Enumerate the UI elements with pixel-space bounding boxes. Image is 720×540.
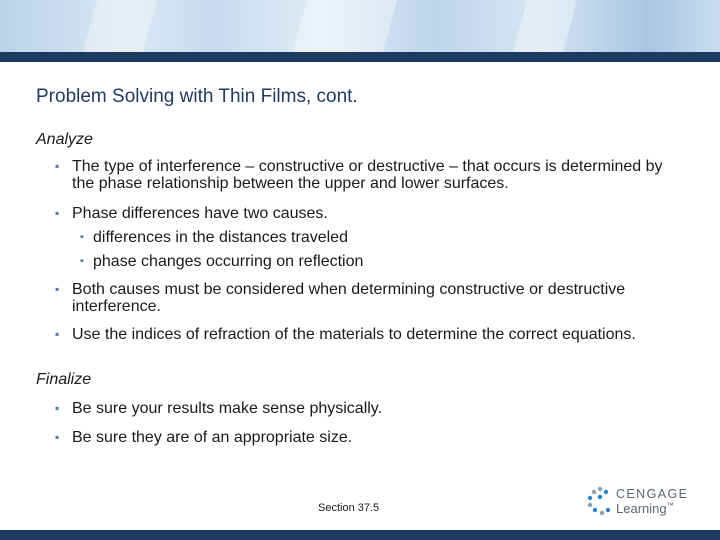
square-bullet-icon: ▪ (55, 430, 60, 444)
bullet-text: Be sure your results make sense physically. (72, 400, 383, 417)
logo-subbrand-text: Learning (616, 501, 667, 516)
section-label: Section 37.5 (318, 502, 380, 514)
sub-bullet-text: phase changes occurring on reflection (93, 253, 364, 270)
sub-bullet-item (80, 253, 680, 270)
logo-subbrand (616, 501, 674, 516)
cengage-logo (586, 486, 696, 520)
sub-bullet-item (80, 229, 680, 246)
cengage-dots-icon (586, 486, 614, 516)
bullet-text: The type of interference – constructive or destructive – that occurs is determined by the phase relationship between the upper and lower surfaces. (72, 158, 663, 192)
bullet-item (55, 158, 685, 192)
square-bullet-icon: ▪ (55, 282, 60, 296)
bullet-text: Both causes must be considered when determining constructive or destructive interference. (72, 281, 626, 315)
square-bullet-icon: ▪ (55, 159, 60, 173)
bullet-text: Be sure they are of an appropriate size. (72, 429, 353, 446)
bullet-text: Use the indices of refraction of the materials to determine the correct equations. (72, 326, 636, 343)
bullet-item (55, 281, 685, 315)
banner-glint (83, 0, 157, 52)
bullet-item (55, 429, 685, 446)
trademark-symbol: ™ (666, 502, 674, 510)
square-bullet-icon: ▪ (55, 401, 60, 415)
bullet-item (55, 205, 685, 222)
banner-glint (513, 0, 577, 52)
banner-glint (293, 0, 397, 52)
header-band (0, 52, 720, 62)
square-bullet-icon: ▪ (80, 255, 84, 267)
slide-title: Problem Solving with Thin Films, cont. (36, 86, 358, 107)
bullet-text: Phase differences have two causes. (72, 205, 328, 222)
finalize-heading: Finalize (36, 371, 92, 388)
sub-bullet-text: differences in the distances traveled (93, 229, 348, 246)
bullet-item (55, 326, 685, 343)
square-bullet-icon: ▪ (80, 231, 84, 243)
analyze-heading: Analyze (36, 131, 93, 148)
header-banner (0, 0, 720, 52)
footer-band (0, 530, 720, 540)
square-bullet-icon: ▪ (55, 206, 60, 220)
square-bullet-icon: ▪ (55, 327, 60, 341)
logo-brand-text: CENGAGE (616, 487, 689, 501)
bullet-item (55, 400, 685, 417)
